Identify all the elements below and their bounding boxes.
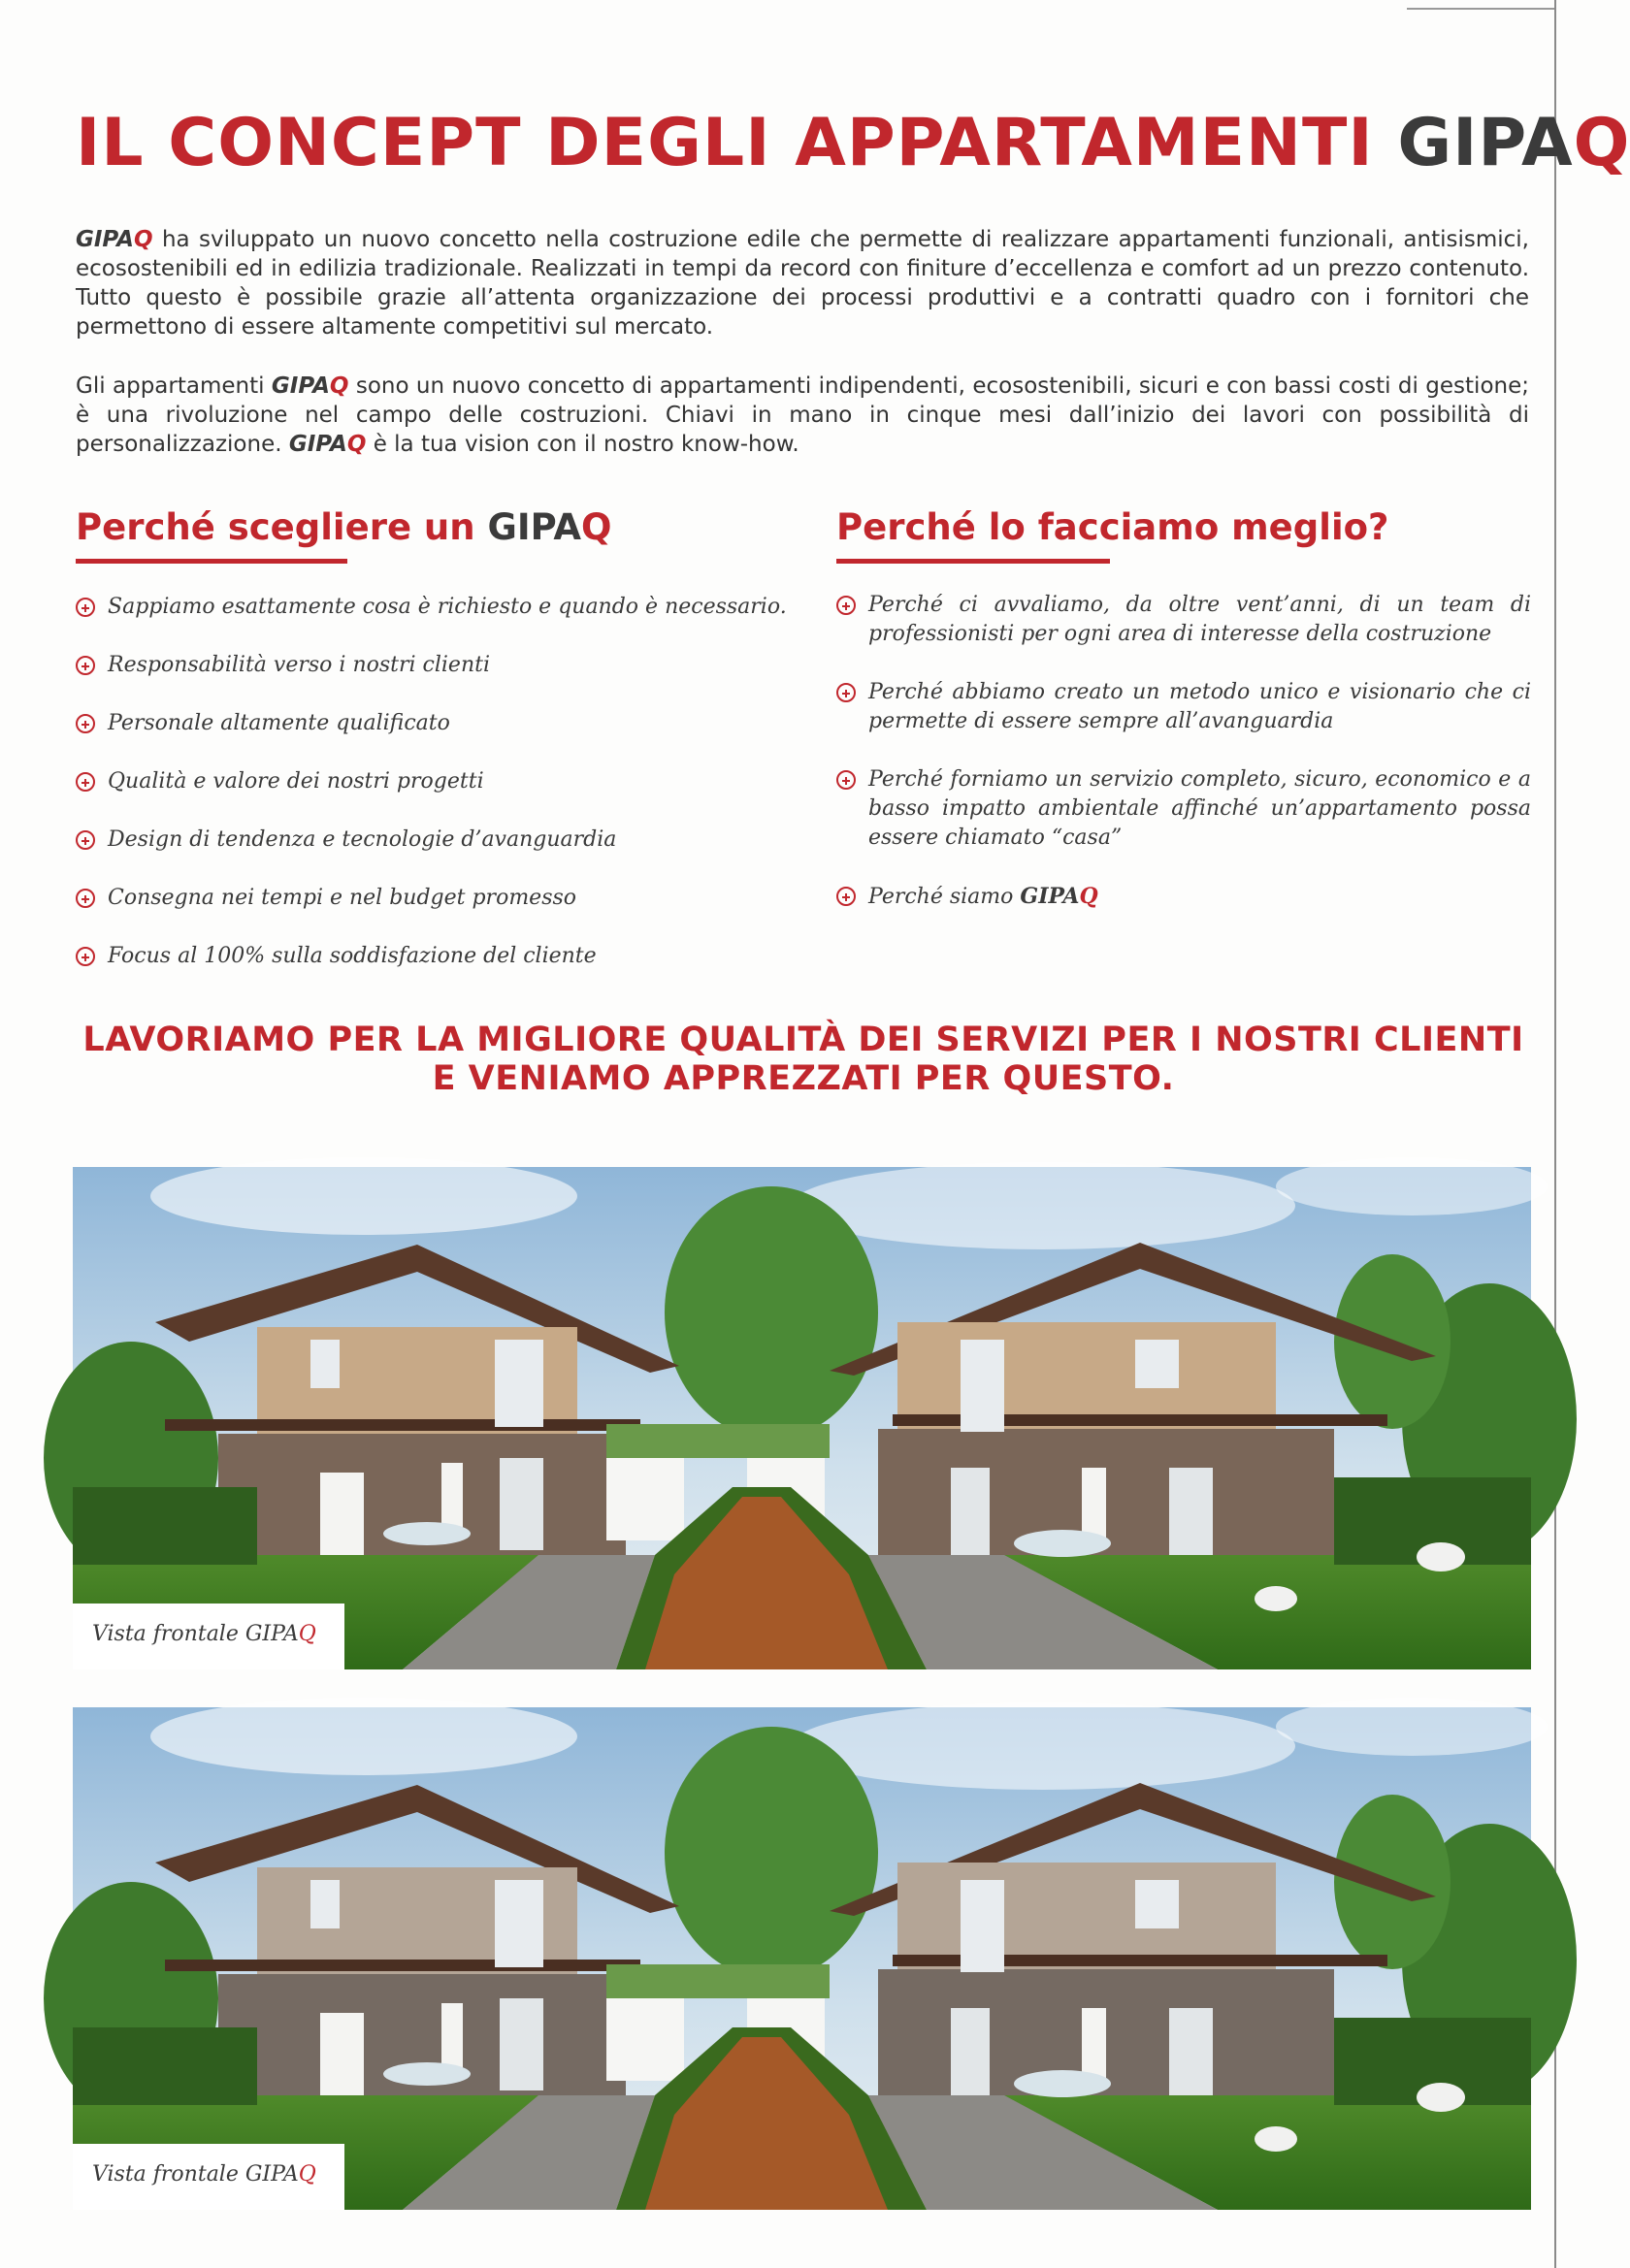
plus-circle-icon (836, 887, 856, 906)
page-title-text: IL CONCEPT DEGLI APPARTAMENTI (76, 105, 1398, 181)
page-title (76, 105, 1630, 182)
list-item (76, 826, 774, 855)
why-better-list (836, 591, 1531, 912)
brand-inline-text: GIPA (76, 227, 134, 252)
plus-circle-icon (76, 598, 95, 617)
house-render-image (73, 1707, 1531, 2210)
intro-paragraph-2-text-c: è la tua vision con il nostro know-how. (366, 432, 799, 457)
list-item (76, 593, 787, 622)
house-render-2 (73, 1707, 1531, 2210)
why-better-title: Perché lo facciamo meglio? (836, 506, 1389, 548)
plus-circle-icon (76, 830, 95, 850)
list-item-text: Qualità e valore dei nostri progetti (108, 769, 484, 794)
plus-circle-icon (76, 656, 95, 675)
render-caption (92, 1622, 316, 1646)
plus-circle-icon (836, 770, 856, 790)
list-item-text: Perché abbiamo creato un metodo unico e visionario che ci permette di essere sempre all’avanguardia (868, 680, 1531, 733)
brand-inline-q: Q (346, 432, 367, 457)
brand-inline-q: Q (1079, 884, 1098, 909)
intro-paragraph-2-text-a: Gli appartamenti (76, 373, 272, 399)
list-item-text: Focus al 100% sulla soddisfazione del cliente (108, 944, 597, 968)
list-item (76, 942, 774, 971)
why-better-underline (836, 559, 1110, 564)
brand-inline (289, 432, 367, 457)
why-choose-title-brand: GIPA (487, 506, 581, 548)
brand-inline (1020, 884, 1097, 909)
plus-circle-icon (76, 772, 95, 792)
house-render-1 (73, 1167, 1531, 1669)
plus-circle-icon (76, 947, 95, 966)
brand-inline (272, 373, 349, 399)
brand-inline-text: GIPA (271, 373, 330, 399)
list-item-text: Sappiamo esattamente cosa è richiesto e quando è necessario. (108, 595, 787, 619)
page-title-brand-q: Q (1573, 105, 1630, 181)
brand-inline-q: Q (133, 227, 153, 252)
brand-inline-q: Q (329, 373, 349, 399)
intro-paragraph-2-text-b: sono un nuovo concetto di appartamenti indipendenti, ecosostenibili, sicuri e con bassi costi di gestione; è una rivoluzione nel campo delle costruzioni. Chiavi in mano in cinque mesi dall’inizio dei lavori con possibilità di personalizzazione. (76, 373, 1529, 457)
house-render-image (73, 1167, 1531, 1669)
render-caption-q: Q (298, 1622, 316, 1646)
intro-paragraph-2 (76, 372, 1529, 459)
list-item (836, 678, 1531, 736)
list-item (836, 765, 1531, 853)
list-item-text: Consegna nei tempi e nel budget promesso (108, 886, 577, 910)
list-item-text: Design di tendenza e tecnologie d’avanguardia (108, 827, 617, 852)
intro-paragraph-1 (76, 225, 1529, 341)
list-item (76, 884, 774, 913)
list-item-text: Responsabilità verso i nostri clienti (108, 653, 490, 677)
tagline-line-1: LAVORIAMO PER LA MIGLIORE QUALITÀ DEI SERVIZI PER I NOSTRI CLIENTI (82, 1021, 1524, 1059)
caption-box (73, 1604, 344, 1669)
page-top-line (1407, 8, 1554, 10)
why-choose-title-brand-q: Q (581, 506, 612, 548)
list-item (76, 709, 774, 738)
list-item (76, 651, 774, 680)
list-item-text: Perché forniamo un servizio completo, sicuro, economico e a basso impatto ambientale affinché un’appartamento possa essere chiamato “casa” (868, 767, 1531, 850)
tagline-line-2: E VENIAMO APPREZZATI PER QUESTO. (432, 1059, 1175, 1098)
caption-box (73, 2144, 344, 2210)
plus-circle-icon (76, 714, 95, 733)
tagline (76, 1021, 1531, 1098)
plus-circle-icon (836, 683, 856, 702)
list-item (76, 767, 774, 796)
brand-inline (76, 227, 153, 252)
plus-circle-icon (76, 889, 95, 908)
why-better-section (836, 504, 1531, 941)
list-item-text: Perché siamo (868, 885, 1021, 909)
render-caption (92, 2162, 316, 2187)
plus-circle-icon (836, 596, 856, 615)
page-title-brand: GIPA (1397, 105, 1574, 181)
why-choose-title (76, 504, 774, 551)
why-choose-title-text: Perché scegliere un (76, 506, 488, 548)
intro-paragraph-1-text: ha sviluppato un nuovo concetto nella costruzione edile che permette di realizzare appartamenti funzionali, antisismici, ecosostenibili ed in edilizia tradizionale. Realizzati in tempi da record con finiture d’eccellenza e comfort ad un prezzo contenuto. Tutto questo è possibile grazie all’attenta organizzazione dei processi produttivi e a contratti quadro con i fornitori che permettono di essere altamente competitivi sul mercato. (76, 227, 1529, 340)
render-caption-q: Q (298, 2162, 316, 2187)
why-choose-underline (76, 559, 347, 564)
list-item (836, 591, 1531, 649)
render-caption-text: Vista frontale GIPA (92, 1622, 299, 1646)
list-item (836, 882, 1531, 912)
why-choose-list (76, 593, 787, 971)
why-choose-section (76, 504, 787, 1000)
list-item-text: Personale altamente qualificato (108, 711, 450, 735)
brand-inline-text: GIPA (288, 432, 347, 457)
list-item-text: Perché ci avvaliamo, da oltre vent’anni, di un team di professionisti per ogni area di interesse della costruzione (868, 593, 1531, 646)
brand-inline-text: GIPA (1020, 884, 1080, 909)
render-caption-text: Vista frontale GIPA (92, 2162, 299, 2187)
